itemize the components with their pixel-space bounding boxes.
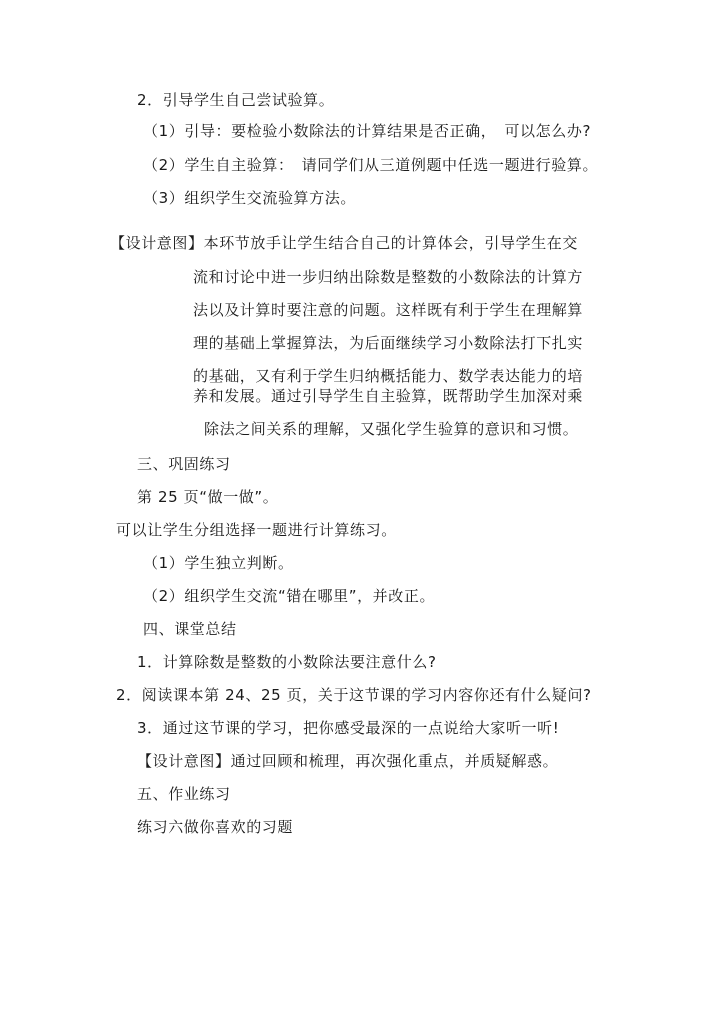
design-intent-1-line-4: 理的基础上掌握算法，为后面继续学习小数除法打下扎实 [193,334,584,352]
design-intent-1-line-2: 流和讨论中进一步归纳出除数是整数的小数除法的计算方 [193,268,584,286]
design-intent-1-line-5: 的基础，又有利于学生归纳概括能力、数学表达能力的培 [193,367,584,385]
section-3-line-2: 可以让学生分组选择一题进行计算练习。 [116,521,397,539]
section-3-line-1: 第 25 页“做一做”。 [137,488,279,506]
step-2-item-1: （1）引导：要检验小数除法的计算结果是否正确， 可以怎么办? [143,122,592,140]
section-5-line-1: 练习六做你喜欢的习题 [137,818,294,836]
section-4-item-1: 1．计算除数是整数的小数除法要注意什么? [137,653,437,671]
step-2-item-2: （2）学生自主验算： 请同学们从三道例题中任选一题进行验算。 [143,156,599,174]
section-3-item-2: （2）组织学生交流“错在哪里”，并改正。 [143,587,436,605]
design-intent-1-line-7: 除法之间关系的理解，又强化学生验算的意识和习惯。 [204,420,579,438]
step-2-item-3: （3）组织学生交流验算方法。 [143,189,356,207]
step-2-heading: 2．引导学生自己尝试验算。 [137,91,335,109]
section-4-title: 四、课堂总结 [143,620,237,638]
design-intent-1-line-3: 法以及计算时要注意的问题。这样既有利于学生在理解算 [193,301,584,319]
section-3-item-1: （1）学生独立判断。 [143,554,294,572]
design-intent-1-line-6: 养和发展。通过引导学生自主验算，既帮助学生加深对乘 [193,387,584,405]
design-intent-1-line-1: 【设计意图】本环节放手让学生结合自己的计算体会，引导学生在交 [110,234,579,252]
section-4-item-2: 2．阅读课本第 24、25 页，关于这节课的学习内容你还有什么疑问? [116,686,592,704]
section-5-title: 五、作业练习 [137,785,231,803]
section-4-item-3: 3．通过这节课的学习，把你感受最深的一点说给大家听一听! [137,719,560,737]
section-3-title: 三、巩固练习 [137,455,231,473]
design-intent-2: 【设计意图】通过回顾和梳理，再次强化重点，并质疑解惑。 [137,752,559,770]
